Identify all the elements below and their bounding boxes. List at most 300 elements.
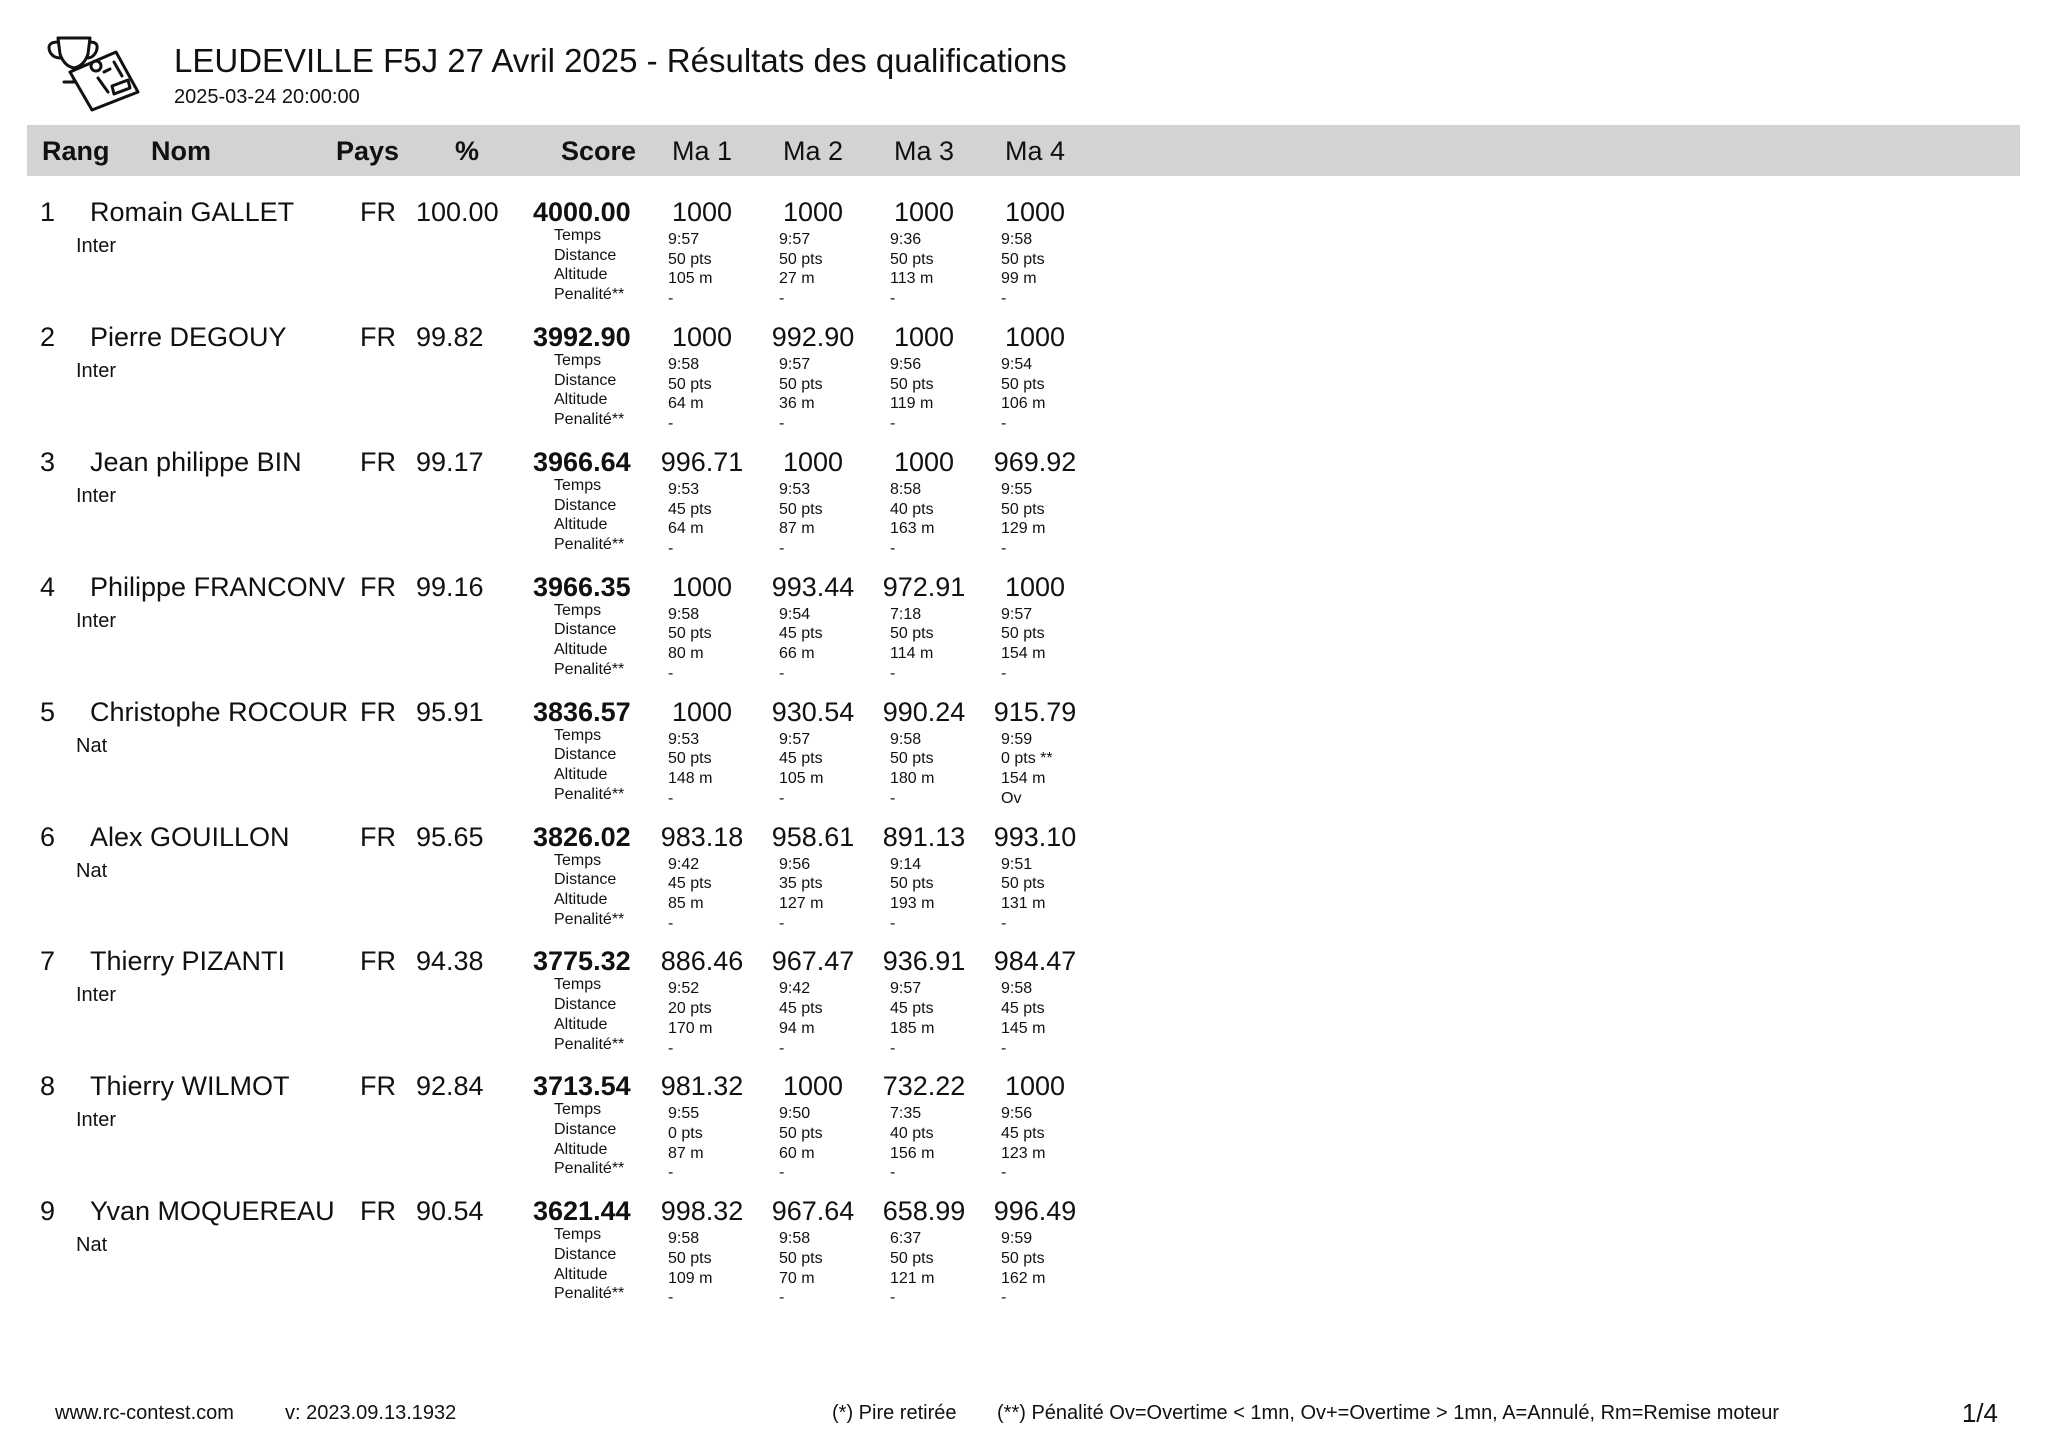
round-altitude: 193 m [890, 894, 935, 912]
round-temps: 9:58 [779, 1230, 811, 1248]
table-row [0, 697, 2048, 822]
round-details [869, 480, 979, 559]
round-distance: 50 pts [779, 1125, 823, 1142]
round-temps: 9:51 [1001, 855, 1033, 873]
round-cell [647, 697, 757, 809]
round-cell [869, 447, 979, 559]
round-temps: 6:37 [890, 1230, 922, 1248]
round-altitude: 106 m [1001, 395, 1046, 413]
round-altitude: 113 m [890, 270, 934, 288]
round-cell [980, 822, 1090, 934]
round-score: 1000 [782, 1071, 844, 1102]
round-temps: 8:58 [890, 480, 922, 498]
round-distance: 45 pts [890, 1000, 934, 1018]
pilot-name: Alex GOUILLON [90, 821, 290, 852]
round-altitude: 121 m [890, 1269, 935, 1287]
col-score: Score [561, 136, 637, 166]
round-cell [980, 1071, 1090, 1183]
round-details [758, 730, 868, 809]
round-temps: 9:59 [1001, 730, 1033, 748]
col-nom: Nom [151, 136, 211, 166]
round-distance: 45 pts [668, 875, 712, 893]
round-cell [758, 946, 868, 1058]
round-temps: 9:57 [668, 231, 700, 248]
label-penalite: Penalité** [554, 286, 625, 304]
label-penalite: Penalité** [554, 411, 625, 428]
round-distance: 50 pts [668, 1249, 712, 1267]
detail-labels [554, 851, 624, 930]
round-distance: 50 pts [1001, 500, 1045, 518]
col-ma3: Ma 3 [894, 136, 955, 166]
round-score: 996.49 [993, 1196, 1077, 1227]
round-penalite: - [890, 914, 896, 932]
round-score: 1000 [1004, 1071, 1066, 1102]
round-distance: 45 pts [1001, 1125, 1045, 1142]
round-temps: 9:14 [890, 855, 922, 873]
round-score: 936.91 [882, 946, 966, 977]
round-score: 998.32 [660, 1196, 744, 1227]
round-details [647, 855, 757, 934]
round-distance: 50 pts [890, 1249, 934, 1267]
round-temps: 9:58 [890, 730, 922, 748]
round-details [758, 605, 868, 684]
round-altitude: 27 m [779, 270, 815, 288]
round-score: 1000 [782, 197, 844, 227]
round-cell [980, 197, 1090, 309]
round-details [758, 1229, 868, 1308]
label-temps: Temps [554, 227, 602, 244]
round-penalite: - [1001, 415, 1007, 432]
round-temps: 9:57 [890, 980, 922, 998]
round-altitude: 36 m [779, 395, 815, 413]
total-score: 4000.00 [533, 197, 631, 227]
footer-site: www.rc-contest.com [55, 1402, 234, 1424]
round-score: 1000 [1004, 197, 1066, 227]
round-altitude: 105 m [779, 770, 824, 787]
pilot-category: Inter [76, 359, 117, 382]
round-cell [869, 197, 979, 309]
round-cell [980, 322, 1090, 434]
pilot-category: Inter [76, 484, 117, 507]
round-penalite: - [1001, 290, 1007, 308]
round-altitude: 60 m [779, 1144, 815, 1162]
col-rang: Rang [42, 136, 110, 166]
round-penalite: - [890, 789, 896, 807]
round-altitude: 154 m [1001, 645, 1046, 663]
round-distance: 50 pts [779, 250, 823, 268]
round-penalite: - [779, 1289, 785, 1307]
round-details [647, 1104, 757, 1183]
round-score: 658.99 [882, 1196, 966, 1227]
rank: 8 [40, 1071, 56, 1102]
round-score: 981.32 [660, 1071, 744, 1102]
table-row [0, 1071, 2048, 1196]
round-cell [758, 322, 868, 434]
country: FR [360, 946, 396, 977]
round-altitude: 109 m [668, 1269, 713, 1287]
round-temps: 9:57 [1001, 605, 1033, 623]
table-row [0, 322, 2048, 447]
table-row [0, 822, 2048, 947]
round-cell [758, 697, 868, 809]
round-score: 969.92 [993, 446, 1077, 477]
round-temps: 9:54 [779, 605, 811, 623]
round-penalite: - [668, 539, 674, 557]
label-penalite: Penalité** [554, 1160, 625, 1178]
round-altitude: 119 m [890, 395, 934, 413]
rank: 9 [40, 1196, 56, 1227]
round-cell [647, 946, 757, 1058]
country: FR [360, 446, 396, 477]
round-temps: 9:57 [779, 730, 811, 748]
round-details [980, 730, 1090, 809]
round-altitude: 145 m [1001, 1019, 1046, 1037]
round-score: 1000 [893, 197, 955, 227]
round-temps: 9:42 [779, 980, 811, 998]
label-penalite: Penalité** [554, 535, 625, 553]
country: FR [360, 571, 396, 602]
round-altitude: 127 m [779, 894, 824, 912]
detail-labels [554, 226, 624, 305]
label-distance: Distance [554, 871, 617, 889]
round-cell [869, 1196, 979, 1308]
round-details [758, 1104, 868, 1183]
percentage: 99.16 [416, 571, 484, 602]
table-row [0, 447, 2048, 572]
round-penalite: - [668, 664, 674, 682]
pilot-category: Inter [76, 984, 117, 1007]
round-temps: 9:56 [779, 855, 811, 873]
label-altitude: Altitude [554, 1140, 608, 1158]
round-details [869, 1229, 979, 1308]
round-altitude: 129 m [1001, 520, 1046, 538]
country: FR [360, 1196, 396, 1227]
round-details [647, 355, 757, 434]
round-distance: 50 pts [668, 625, 712, 643]
round-distance: 50 pts [668, 375, 712, 393]
round-distance: 50 pts [890, 375, 934, 393]
round-distance: 50 pts [779, 375, 823, 393]
round-penalite: - [668, 789, 674, 807]
label-distance: Distance [554, 1245, 617, 1263]
table-row [0, 1196, 2048, 1321]
round-distance: 50 pts [1001, 375, 1045, 393]
pilot-name: Philippe FRANCONV [90, 571, 346, 602]
round-cell [758, 447, 868, 559]
round-cell [869, 822, 979, 934]
pilot-category: Nat [76, 1234, 108, 1257]
label-temps: Temps [554, 851, 602, 869]
rank: 2 [40, 321, 56, 352]
round-temps: 9:54 [1001, 355, 1033, 373]
round-score: 983.18 [660, 821, 744, 852]
round-details [980, 480, 1090, 559]
round-details [647, 605, 757, 684]
round-cell [869, 322, 979, 434]
round-score: 930.54 [771, 696, 855, 727]
total-score: 3621.44 [533, 1196, 631, 1227]
round-cell [758, 1071, 868, 1183]
round-distance: 20 pts [668, 1000, 712, 1018]
round-distance: 50 pts [668, 750, 712, 768]
round-score: 1000 [1004, 571, 1066, 602]
round-details [869, 230, 979, 309]
round-distance: 35 pts [779, 875, 823, 893]
round-score: 1000 [671, 696, 733, 727]
table-row [0, 197, 2048, 322]
footer-note-penalty: (**) Pénalité Ov=Overtime < 1mn, Ov+=Overtime > 1mn, A=Annulé, Rm=Remise moteur [997, 1402, 1779, 1424]
round-details [758, 480, 868, 559]
round-details [647, 730, 757, 809]
round-altitude: 87 m [779, 520, 815, 538]
round-penalite: - [668, 290, 674, 308]
round-cell [980, 1196, 1090, 1308]
round-details [869, 605, 979, 684]
round-penalite: - [779, 1039, 785, 1057]
round-score: 1000 [671, 321, 733, 352]
round-temps: 9:42 [668, 855, 700, 873]
round-score: 996.71 [660, 446, 744, 477]
round-details [647, 979, 757, 1058]
label-altitude: Altitude [554, 1015, 608, 1033]
round-temps: 9:58 [1001, 980, 1033, 998]
country: FR [360, 821, 396, 852]
round-score: 958.61 [771, 821, 855, 852]
round-cell [980, 572, 1090, 684]
round-distance: 45 pts [779, 625, 823, 643]
detail-labels [554, 726, 624, 805]
round-distance: 50 pts [890, 750, 934, 768]
detail-labels [554, 1225, 624, 1304]
round-temps: 9:50 [779, 1105, 811, 1123]
round-distance: 50 pts [1001, 250, 1045, 268]
round-penalite: - [890, 415, 896, 432]
round-cell [647, 447, 757, 559]
round-penalite: - [668, 415, 674, 432]
round-penalite: - [668, 1039, 674, 1057]
label-temps: Temps [554, 351, 602, 369]
round-cell [758, 572, 868, 684]
pilot-name: Pierre DEGOUY [90, 321, 287, 352]
round-score: 1000 [782, 446, 844, 477]
col-pays: Pays [336, 136, 400, 166]
label-distance: Distance [554, 371, 617, 389]
round-details [980, 855, 1090, 934]
round-penalite: - [779, 290, 785, 308]
pilot-category: Inter [76, 1109, 117, 1132]
round-temps: 9:53 [668, 480, 700, 498]
round-penalite: - [890, 664, 896, 682]
round-score: 967.47 [771, 946, 855, 977]
round-altitude: 114 m [890, 645, 934, 663]
round-score: 1000 [1004, 321, 1066, 352]
label-altitude: Altitude [554, 766, 608, 783]
label-altitude: Altitude [554, 890, 608, 908]
rank: 7 [40, 946, 56, 977]
label-penalite: Penalité** [554, 785, 625, 803]
round-altitude: 156 m [890, 1144, 935, 1162]
round-distance: 0 pts ** [1001, 750, 1053, 768]
round-temps: 9:36 [890, 231, 922, 248]
round-cell [758, 197, 868, 309]
percentage: 99.82 [416, 321, 484, 352]
round-details [980, 230, 1090, 309]
round-details [758, 355, 868, 434]
round-score: 1000 [671, 197, 733, 227]
round-score: 993.10 [993, 821, 1077, 852]
pilot-name: Thierry PIZANTI [90, 946, 286, 977]
percentage: 94.38 [416, 946, 484, 977]
round-details [980, 1229, 1090, 1308]
round-temps: 9:58 [668, 355, 700, 373]
round-score: 891.13 [882, 821, 966, 852]
round-altitude: 70 m [779, 1269, 815, 1287]
round-score: 984.47 [993, 946, 1077, 977]
round-cell [647, 572, 757, 684]
trophy-icon [44, 32, 148, 112]
country: FR [360, 1071, 396, 1102]
round-distance: 50 pts [890, 250, 934, 268]
round-temps: 9:57 [779, 231, 811, 248]
total-score: 3713.54 [533, 1071, 631, 1102]
page-number: 1/4 [1961, 1398, 1998, 1428]
round-cell [647, 822, 757, 934]
total-score: 3992.90 [533, 321, 631, 352]
round-distance: 45 pts [779, 1000, 823, 1018]
label-temps: Temps [554, 601, 602, 619]
round-distance: 50 pts [779, 1249, 823, 1267]
round-cell [869, 572, 979, 684]
round-temps: 7:18 [890, 605, 922, 623]
label-temps: Temps [554, 1101, 602, 1119]
round-altitude: 180 m [890, 770, 935, 787]
round-cell [758, 1196, 868, 1308]
country: FR [360, 197, 396, 227]
country: FR [360, 321, 396, 352]
total-score: 3836.57 [533, 696, 631, 727]
detail-labels [554, 601, 624, 680]
label-penalite: Penalité** [554, 1035, 625, 1053]
detail-labels [554, 351, 624, 430]
rank: 6 [40, 821, 56, 852]
round-distance: 50 pts [1001, 1249, 1045, 1267]
percentage: 99.17 [416, 446, 484, 477]
round-temps: 7:35 [890, 1105, 922, 1123]
total-score: 3826.02 [533, 821, 631, 852]
round-penalite: - [1001, 914, 1007, 932]
round-penalite: - [890, 1289, 896, 1307]
footer-note-worst: (*) Pire retirée [832, 1402, 957, 1424]
round-penalite: - [779, 415, 785, 432]
label-altitude: Altitude [554, 641, 608, 659]
round-details [980, 1104, 1090, 1183]
pilot-category: Inter [76, 235, 117, 257]
round-distance: 0 pts [668, 1125, 703, 1142]
label-distance: Distance [554, 621, 617, 639]
round-details [647, 230, 757, 309]
pilot-category: Nat [76, 734, 108, 757]
round-cell [647, 322, 757, 434]
pilot-name: Romain GALLET [90, 197, 295, 227]
round-cell [869, 697, 979, 809]
round-temps: 9:57 [779, 355, 811, 373]
round-penalite: - [1001, 1164, 1007, 1182]
round-details [980, 605, 1090, 684]
label-penalite: Penalité** [554, 910, 625, 928]
col-pct: % [455, 136, 480, 166]
round-score: 732.22 [882, 1071, 966, 1102]
round-temps: 9:58 [668, 1230, 700, 1248]
detail-labels [554, 1100, 624, 1179]
round-distance: 50 pts [890, 625, 934, 643]
label-distance: Distance [554, 1121, 617, 1138]
round-score: 993.44 [771, 571, 855, 602]
label-distance: Distance [554, 746, 617, 764]
round-distance: 40 pts [890, 1125, 934, 1142]
round-score: 972.91 [882, 571, 966, 602]
pilot-name: Christophe ROCOUR [90, 696, 349, 727]
label-distance: Distance [554, 996, 617, 1014]
round-penalite: - [779, 664, 785, 682]
rank: 4 [40, 571, 56, 602]
percentage: 92.84 [416, 1071, 484, 1102]
label-temps: Temps [554, 726, 602, 744]
round-score: 992.90 [771, 321, 855, 352]
round-details [758, 230, 868, 309]
country: FR [360, 696, 396, 727]
round-distance: 50 pts [779, 500, 823, 518]
round-temps: 9:53 [779, 480, 811, 498]
round-distance: 45 pts [779, 750, 823, 768]
round-distance: 45 pts [668, 500, 712, 518]
label-temps: Temps [554, 976, 602, 994]
percentage: 95.91 [416, 696, 484, 727]
round-altitude: 105 m [668, 270, 713, 288]
round-penalite: - [1001, 1289, 1007, 1307]
round-temps: 9:58 [668, 605, 700, 623]
label-penalite: Penalité** [554, 1285, 625, 1303]
round-altitude: 170 m [668, 1019, 713, 1037]
label-altitude: Altitude [554, 391, 608, 409]
round-altitude: 185 m [890, 1019, 935, 1037]
round-temps: 9:56 [1001, 1105, 1033, 1123]
label-temps: Temps [554, 1226, 602, 1244]
round-penalite: - [779, 914, 785, 932]
round-details [869, 1104, 979, 1183]
report-date: 2025-03-24 20:00:00 [174, 86, 360, 108]
round-altitude: 154 m [1001, 770, 1046, 787]
label-altitude: Altitude [554, 516, 608, 534]
round-score: 1000 [893, 321, 955, 352]
round-temps: 9:53 [668, 730, 700, 748]
page-title: LEUDEVILLE F5J 27 Avril 2025 - Résultats des qualifications [174, 42, 1067, 79]
round-temps: 9:55 [1001, 480, 1033, 498]
round-altitude: 163 m [890, 520, 935, 538]
percentage: 100.00 [416, 197, 499, 227]
round-altitude: 66 m [779, 645, 815, 663]
label-distance: Distance [554, 246, 617, 264]
round-details [869, 855, 979, 934]
col-ma4: Ma 4 [1005, 136, 1066, 166]
round-cell [647, 1196, 757, 1308]
round-temps: 9:52 [668, 980, 700, 998]
round-score: 1000 [893, 446, 955, 477]
round-altitude: 131 m [1001, 894, 1046, 912]
round-altitude: 148 m [668, 770, 713, 787]
round-temps: 9:56 [890, 355, 922, 373]
round-altitude: 64 m [668, 520, 704, 538]
round-penalite: - [1001, 664, 1007, 682]
